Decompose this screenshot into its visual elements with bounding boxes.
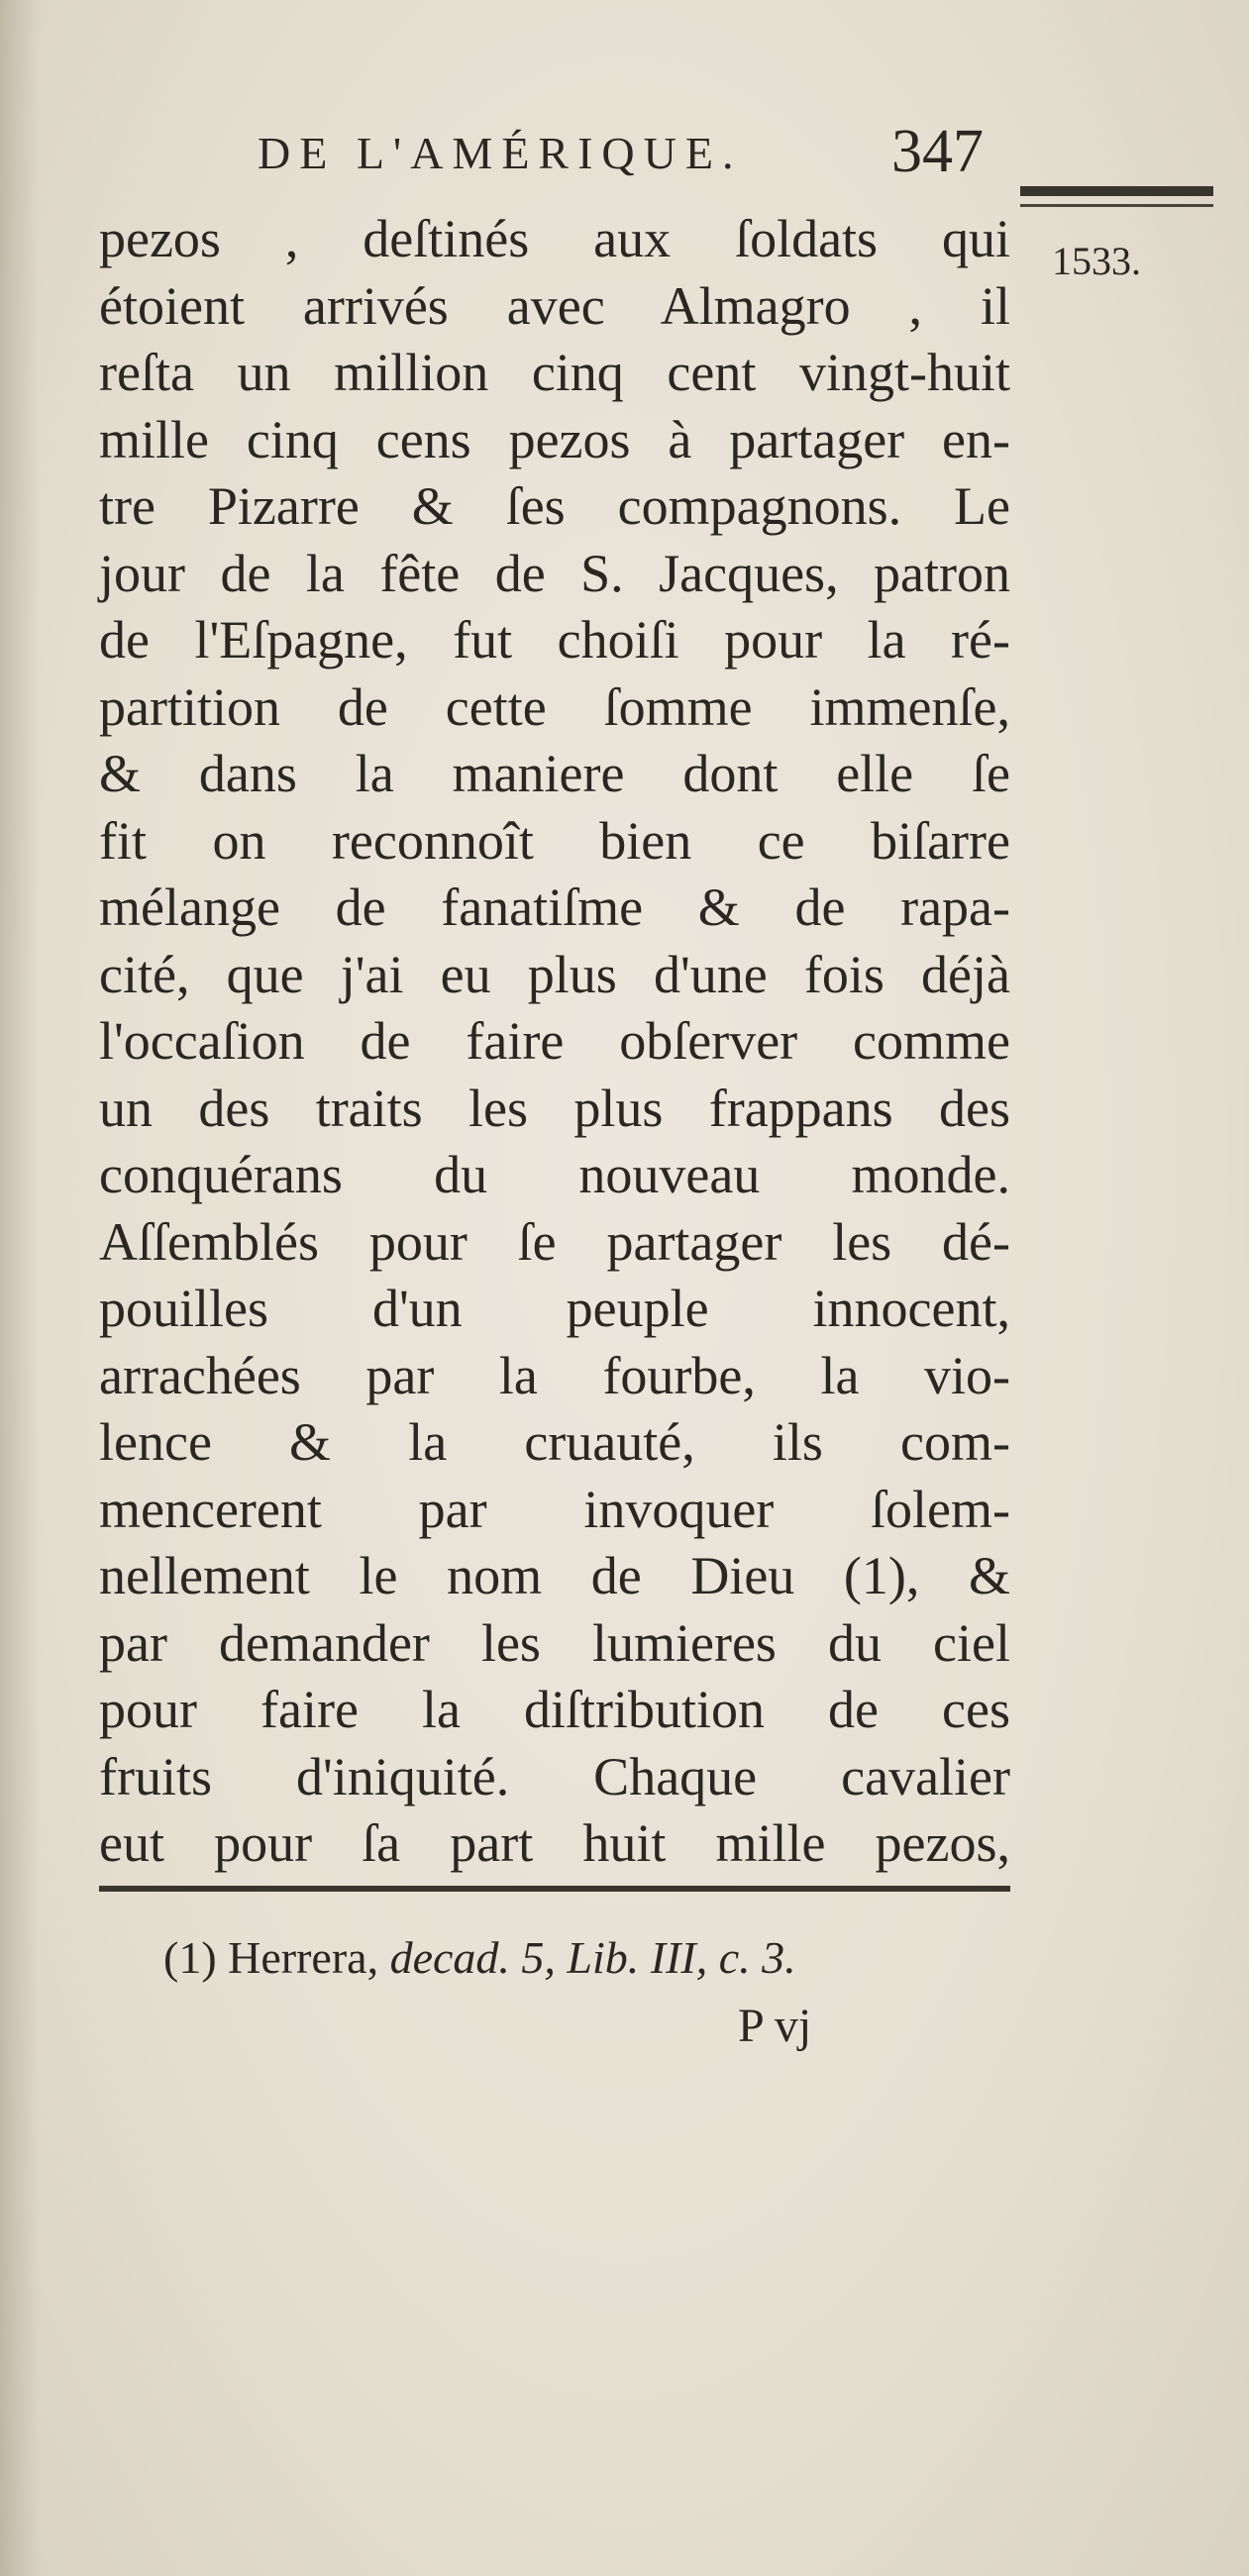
- margin-year-note: 1533.: [1052, 239, 1141, 283]
- body-text: [99, 206, 1010, 1878]
- text-line: arrachées par la fourbe, la vio-: [99, 1345, 1010, 1405]
- text-line: pezos , deſtinés aux ſoldats qui: [99, 209, 1010, 268]
- text-line: fruits d'iniquité. Chaque cavalier: [99, 1746, 1010, 1806]
- text-line: tre Pizarre & ſes compagnons. Le: [99, 476, 1010, 536]
- text-line: partition de cette ſomme immenſe,: [99, 676, 1010, 737]
- margin-rule: [1020, 186, 1213, 196]
- text-line: mille cinq cens pezos à partager en-: [99, 409, 1010, 469]
- text-line: étoient arrivés avec Almagro , il: [99, 275, 1010, 336]
- text-line: par demander les lumieres du ciel: [99, 1612, 1010, 1673]
- text-line: mencerent par invoquer ſolem-: [99, 1479, 1010, 1539]
- footnote-rule: [99, 1886, 1010, 1892]
- text-line: eut pour ſa part huit mille pezos,: [99, 1813, 1010, 1873]
- signature-mark: P vj: [738, 2000, 812, 2052]
- text-line: & dans la maniere dont elle ſe: [99, 744, 1010, 803]
- text-line: Aſſemblés pour ſe partager les dé-: [99, 1211, 1010, 1272]
- footnote-reference: decad. 5, Lib. III, c. 3.: [389, 1932, 796, 1983]
- footnote-marker: (1): [163, 1932, 217, 1983]
- text-line: cité, que j'ai eu plus d'une fois déjà: [99, 944, 1010, 1004]
- text-line: reſta un million cinq cent vingt-huit: [99, 343, 1010, 402]
- text-line: l'occaſion de faire obſerver comme: [99, 1011, 1010, 1071]
- text-line: pouilles d'un peuple innocent,: [99, 1279, 1010, 1338]
- text-line: jour de la fête de S. Jacques, patron: [99, 543, 1010, 603]
- text-line: de l'Eſpagne, fut choiſi pour la ré-: [99, 610, 1010, 670]
- text-line: lence & la cruauté, ils com-: [99, 1412, 1010, 1472]
- text-line: un des traits les plus frappans des: [99, 1078, 1010, 1138]
- text-line: nellement le nom de Dieu (1), &: [99, 1546, 1010, 1605]
- text-line: pour faire la diſtribution de ces: [99, 1680, 1010, 1739]
- text-line: fit on reconnoît bien ce biſarre: [99, 810, 1010, 871]
- text-line: conquérans du nouveau monde.: [99, 1145, 1010, 1204]
- footnote-author: Herrera,: [228, 1932, 379, 1983]
- page-number: 347: [891, 118, 984, 185]
- margin-rule-thin: [1020, 204, 1213, 207]
- footnote: [163, 1931, 796, 1984]
- text-line: mélange de fanatiſme & de rapa-: [99, 877, 1010, 937]
- running-head: DE L'AMÉRIQUE.: [258, 128, 743, 178]
